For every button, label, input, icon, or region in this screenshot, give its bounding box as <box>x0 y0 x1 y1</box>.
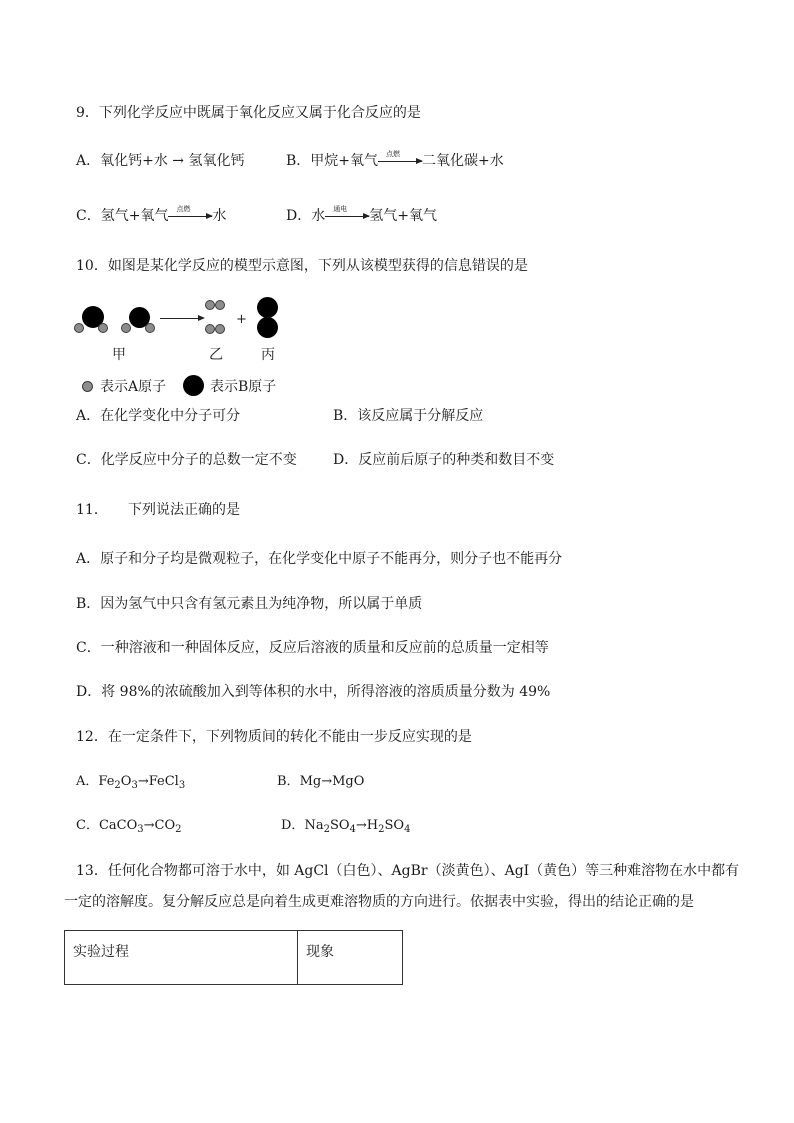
q12-option-b-label: B． <box>277 774 300 789</box>
q11-number: 11． <box>76 502 108 518</box>
q9-option-c-left: 氢气+氧气 <box>100 208 169 224</box>
a-atom <box>74 323 84 333</box>
reaction-model-diagram <box>0 0 794 400</box>
q10-option-c: C．化学反应中分子的总数一定不变 <box>76 452 297 468</box>
q12-option-d-label: D． <box>281 818 305 833</box>
q9-option-b-right: 二氧化碳+水 <box>422 153 504 169</box>
q11-option-c: C．一种溶液和一种固体反应，反应后溶液的质量和反应前的总质量一定相等 <box>76 640 549 656</box>
legend-b-text: 表示B原子 <box>210 379 277 395</box>
experiment-table <box>64 930 403 985</box>
q13-stem-line1: 13．任何化合物都可溶于水中，如 AgCl（白色）、AgBr（淡黄色）、AgI（黄色）等三种难溶物在水中都有 <box>76 863 740 879</box>
a-atom <box>215 300 225 310</box>
b-atom <box>257 317 278 338</box>
condition-label: 点燃 <box>386 150 401 158</box>
a-atom <box>98 323 108 333</box>
table-row <box>65 931 403 985</box>
label-jia: 甲 <box>112 347 126 363</box>
q12-option-c-formula: $CaCO_3\to CO_2$ <box>98 818 182 835</box>
condition-label: 通电 <box>333 205 348 213</box>
q10-stem: 10．如图是某化学反应的模型示意图，下列从该模型获得的信息错误的是 <box>76 258 528 274</box>
q12-option-d-formula: $Na_2SO_4\to H_2SO_4$ <box>304 818 411 835</box>
table-header-process: 实验过程 <box>65 931 298 985</box>
arrow-head-icon <box>198 315 205 321</box>
q9-option-d-left: 水 <box>311 208 326 224</box>
table-header-phenomenon: 现象 <box>298 931 403 985</box>
legend-a-text: 表示A原子 <box>100 379 167 395</box>
label-yi: 乙 <box>209 347 223 363</box>
q9-option-c-right: 水 <box>212 208 227 224</box>
q12-option-a <box>76 772 185 793</box>
b-atom <box>257 297 278 318</box>
q12-option-b <box>277 772 364 792</box>
q9-option-b-left: 甲烷+氧气 <box>310 153 379 169</box>
a-atom <box>205 324 215 334</box>
a-atom <box>215 324 225 334</box>
q12-stem: 12．在一定条件下，下列物质间的转化不能由一步反应实现的是 <box>76 729 472 745</box>
q11-stem: 下列说法正确的是 <box>128 502 240 518</box>
q9-option-a-label: A． <box>76 153 101 169</box>
q9-option-c-label: C． <box>76 208 101 224</box>
q12-option-c <box>76 816 182 837</box>
q12-option-d <box>281 816 410 837</box>
q11-option-d: D．将 98%的浓硫酸加入到等体积的水中，所得溶液的溶质质量分数为 49% <box>76 684 551 700</box>
q10-option-b: B．该反应属于分解反应 <box>333 408 484 424</box>
q11-option-a: A．原子和分子均是微观粒子，在化学变化中原子不能再分，则分子也不能再分 <box>76 551 563 567</box>
a-atom <box>205 300 215 310</box>
q12-option-c-label: C． <box>76 818 99 833</box>
label-bing: 丙 <box>261 347 275 363</box>
q10-option-d: D．反应前后原子的种类和数目不变 <box>333 452 555 468</box>
q11-option-b: B．因为氢气中只含有氢元素且为纯净物，所以属于单质 <box>76 596 423 612</box>
plus-sign: + <box>236 312 247 327</box>
q12-option-a-label: A． <box>76 774 99 789</box>
condition-label: 点燃 <box>176 205 191 213</box>
reaction-arrow <box>160 318 200 319</box>
q9-option-b-label: B． <box>286 153 311 169</box>
q9-option-d-label: D． <box>286 208 312 224</box>
q12-option-b-formula: Mg→MgO <box>299 774 365 789</box>
q13-stem-line2: 一定的溶解度。复分解反应总是向着生成更难溶物质的方向进行。依据表中实验，得出的结论正确的是 <box>64 894 694 910</box>
q9-option-a-text: 氧化钙+水 → 氢氧化钙 <box>100 153 245 169</box>
a-atom <box>145 323 155 333</box>
q12-option-a-formula: $Fe_2O_3\to FeCl_3$ <box>98 774 186 791</box>
a-atom <box>121 323 131 333</box>
q10-option-a: A．在化学变化中分子可分 <box>76 408 241 424</box>
q9-option-d-right: 氢气+氧气 <box>369 208 437 224</box>
q9-stem: 9．下列化学反应中既属于氧化反应又属于化合反应的是 <box>76 105 421 121</box>
legend-a-atom-icon <box>82 381 93 392</box>
legend-b-atom-icon <box>183 375 204 396</box>
